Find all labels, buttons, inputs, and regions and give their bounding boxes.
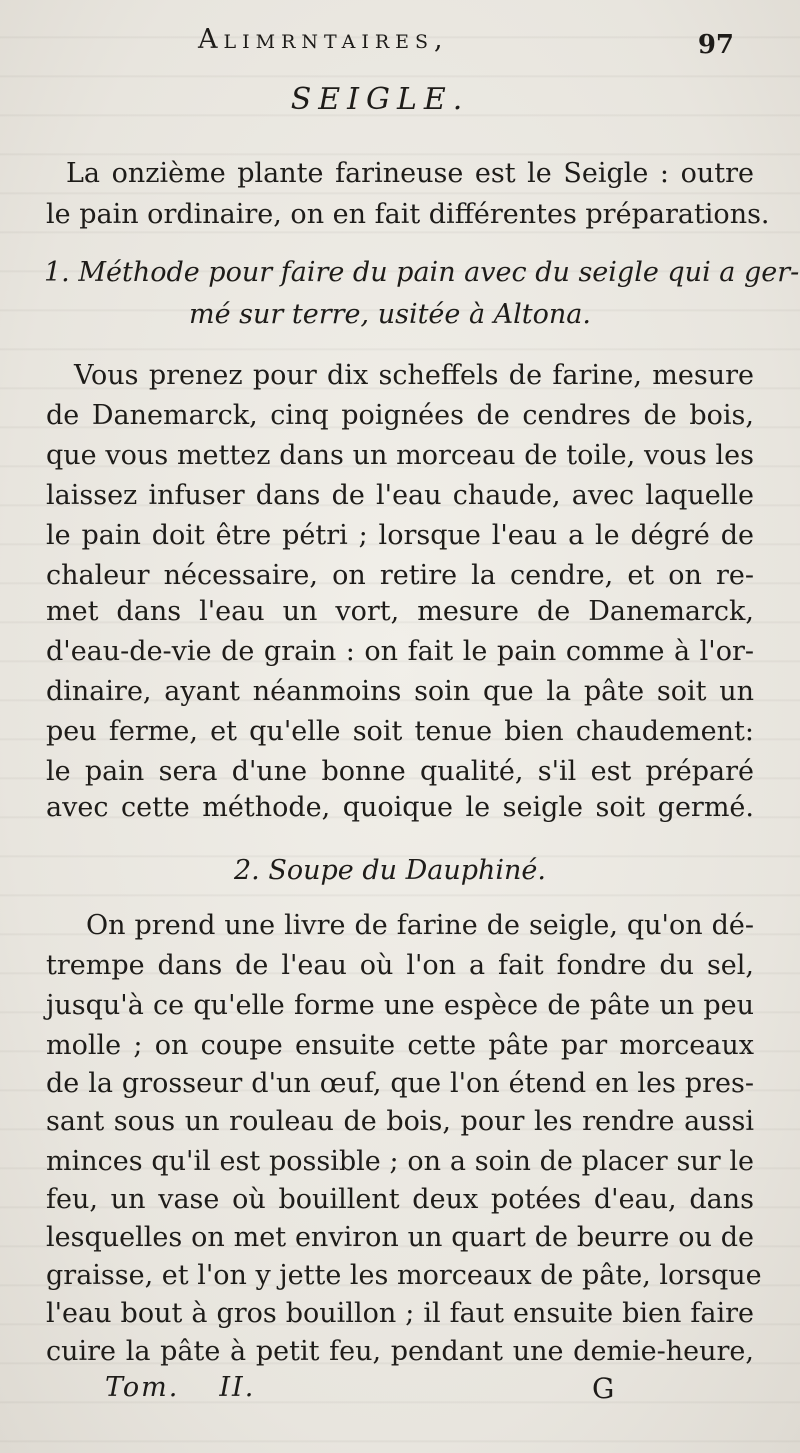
soup-body-line: jusqu'à ce qu'elle forme une espèce de pâte un peu xyxy=(46,990,754,1021)
method-body-line: laissez infuser dans de l'eau chaude, avec laquelle xyxy=(46,480,754,511)
method-body-line: que vous mettez dans un morceau de toile, vous les xyxy=(46,440,754,471)
method-body-line: chaleur nécessaire, on retire la cendre, et on re- xyxy=(46,560,754,591)
signature-volume: II. xyxy=(219,1372,256,1403)
signature-tom: Tom. xyxy=(105,1372,180,1403)
gathering-mark: G xyxy=(592,1372,615,1405)
method-body-line: Vous prenez pour dix scheffels de farine, mesure xyxy=(74,360,754,391)
page-number: 97 xyxy=(697,30,734,60)
soup-body-line: de la grosseur d'un œuf, que l'on étend en les pres- xyxy=(46,1068,754,1099)
method-heading-line: mé sur terre, usitée à Altona. xyxy=(189,299,591,330)
method-body-line: d'eau-de-vie de grain : on fait le pain comme à l'or- xyxy=(46,636,754,667)
method-body-line: peu ferme, et qu'elle soit tenue bien chaudement: xyxy=(46,716,754,747)
soup-body-line: cuire la pâte à petit feu, pendant une demie-heure, xyxy=(46,1336,754,1367)
soup-body-line: feu, un vase où bouillent deux potées d'eau, dans xyxy=(46,1184,754,1215)
soup-body-line: On prend une livre de farine de seigle, qu'on dé- xyxy=(86,910,754,941)
intro-line: le pain ordinaire, on en fait différentes préparations. xyxy=(46,199,770,230)
method-body-line: de Danemarck, cinq poignées de cendres de bois, xyxy=(46,400,754,431)
intro-line: La onzième plante farineuse est le Seigle : outre xyxy=(66,158,754,189)
section-title: SEIGLE. xyxy=(290,82,470,117)
method-body-line: met dans l'eau un vort, mesure de Danemarck, xyxy=(46,596,754,627)
method-body-line: dinaire, ayant néanmoins soin que la pâte soit un xyxy=(46,676,754,707)
volume-signature xyxy=(105,1372,255,1403)
method-heading-line: 1. Méthode pour faire du pain avec du seigle qui a ger- xyxy=(44,257,800,288)
soup-body-line: trempe dans de l'eau où l'on a fait fondre du sel, xyxy=(46,950,754,981)
soup-body-line: sant sous un rouleau de bois, pour les rendre aussi xyxy=(46,1106,754,1137)
soup-body-line: graisse, et l'on y jette les morceaux de pâte, lorsque xyxy=(46,1260,762,1291)
soup-body-line: l'eau bout à gros bouillon ; il faut ensuite bien faire xyxy=(46,1298,754,1329)
method-body-line: le pain doit être pétri ; lorsque l'eau a le dégré de xyxy=(46,520,754,551)
running-head-title: Alimrntaires, xyxy=(198,24,449,55)
soup-body-line: molle ; on coupe ensuite cette pâte par morceaux xyxy=(46,1030,754,1061)
soup-body-line: minces qu'il est possible ; on a soin de placer sur le xyxy=(46,1146,754,1177)
soup-body-line: lesquelles on met environ un quart de beurre ou de xyxy=(46,1222,754,1253)
soup-heading: 2. Soupe du Dauphiné. xyxy=(234,855,546,886)
page-footer xyxy=(0,1372,800,1412)
method-body-line: le pain sera d'une bonne qualité, s'il est préparé xyxy=(46,756,754,787)
method-body-line: avec cette méthode, quoique le seigle soit germé. xyxy=(46,792,754,823)
